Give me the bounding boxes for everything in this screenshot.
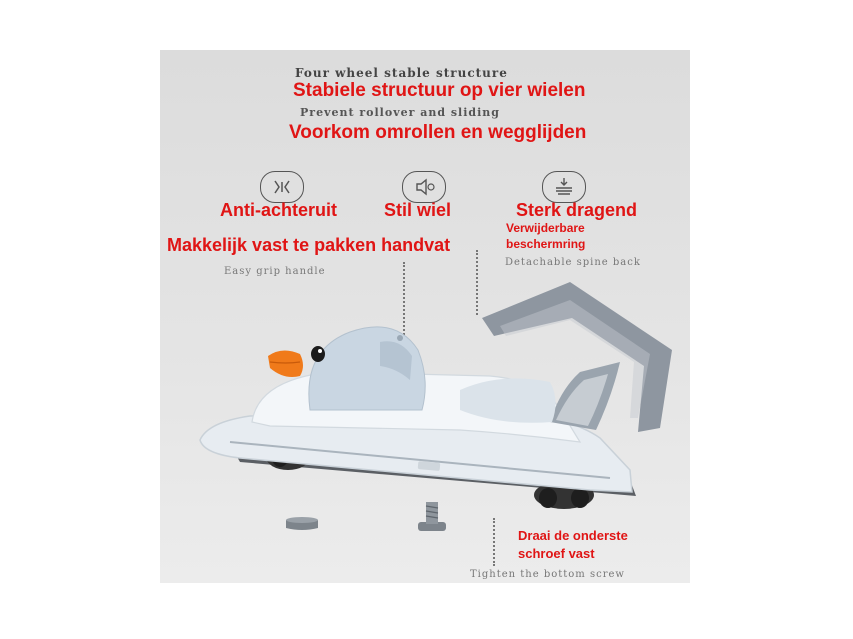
spine-label-nl-line1: Verwijderbare (506, 221, 585, 235)
feature-label-load-bearing: Sterk dragend (516, 200, 638, 220)
handle-label-en: Easy grip handle (224, 266, 326, 277)
duck-ride-on-car-illustration (160, 50, 690, 583)
screw-label-nl-line1: Draai de onderste (518, 528, 628, 543)
feature-label-anti-reverse: Anti-achteruit (220, 200, 337, 220)
duck-beak (268, 350, 303, 377)
product-image-panel (160, 50, 690, 583)
heading-nl-line1: Stabiele structuur op vier wielen (293, 80, 586, 101)
heading-nl-line2: Voorkom omrollen en wegglijden (289, 122, 587, 143)
duck-eye (311, 346, 325, 362)
spine-label-nl-line2: beschermring (506, 237, 586, 251)
handle-label-nl: Makkelijk vast te pakken handvat (167, 235, 451, 255)
screw-label-nl-line2: schroef vast (518, 546, 595, 561)
heading-en-line2: Prevent rollover and sliding (300, 106, 500, 119)
screw-label-en: Tighten the bottom screw (470, 569, 625, 580)
feature-label-silent-wheel: Stil wiel (384, 200, 452, 220)
spine-label-en: Detachable spine back (505, 257, 641, 268)
heading-en-line1: Four wheel stable structure (295, 66, 508, 80)
